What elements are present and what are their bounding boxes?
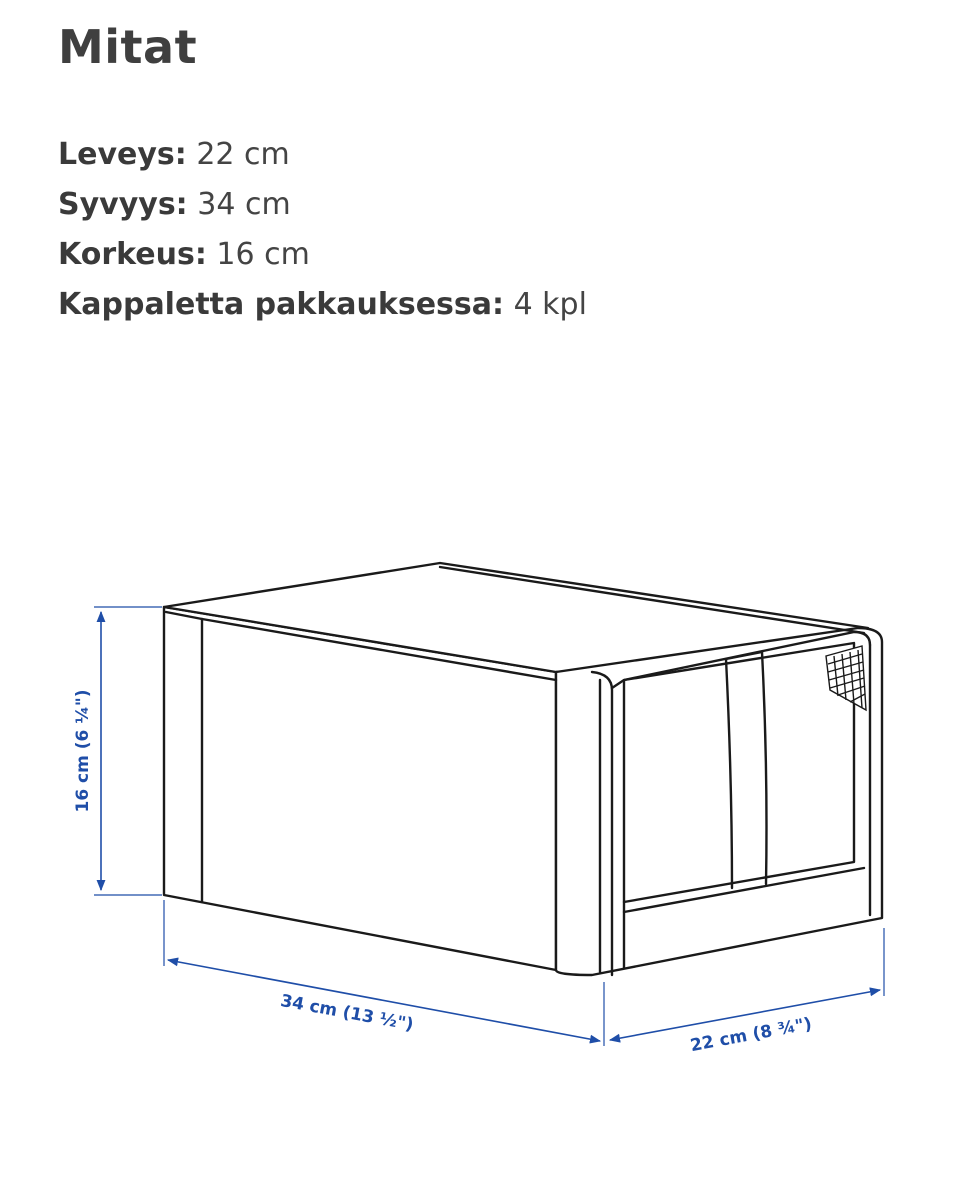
- spec-value: 4 kpl: [513, 287, 587, 322]
- spec-label: Leveys:: [58, 137, 187, 172]
- spec-value: 22 cm: [196, 137, 290, 172]
- spec-label: Korkeus:: [58, 237, 207, 272]
- dimensions-list: [58, 130, 587, 330]
- spec-row-depth: [58, 180, 587, 230]
- spec-row-package-quantity: [58, 280, 587, 330]
- storage-box-drawing: [164, 563, 882, 975]
- width-dimension-label: 22 cm (8 ¾"): [688, 1014, 814, 1057]
- spec-label: Kappaletta pakkauksessa:: [58, 287, 505, 322]
- spec-value: 16 cm: [216, 237, 310, 272]
- spec-label: Syvyys:: [58, 187, 188, 222]
- spec-row-width: [58, 130, 587, 180]
- product-dimension-illustration: [0, 540, 960, 1100]
- depth-dimension-label: 34 cm (13 ½"): [278, 990, 416, 1036]
- spec-row-height: [58, 230, 587, 280]
- height-dimension-label: 16 cm (6 ¼"): [73, 689, 93, 813]
- spec-value: 34 cm: [197, 187, 291, 222]
- page-title: Mitat: [58, 20, 198, 74]
- height-dimension: [73, 607, 162, 895]
